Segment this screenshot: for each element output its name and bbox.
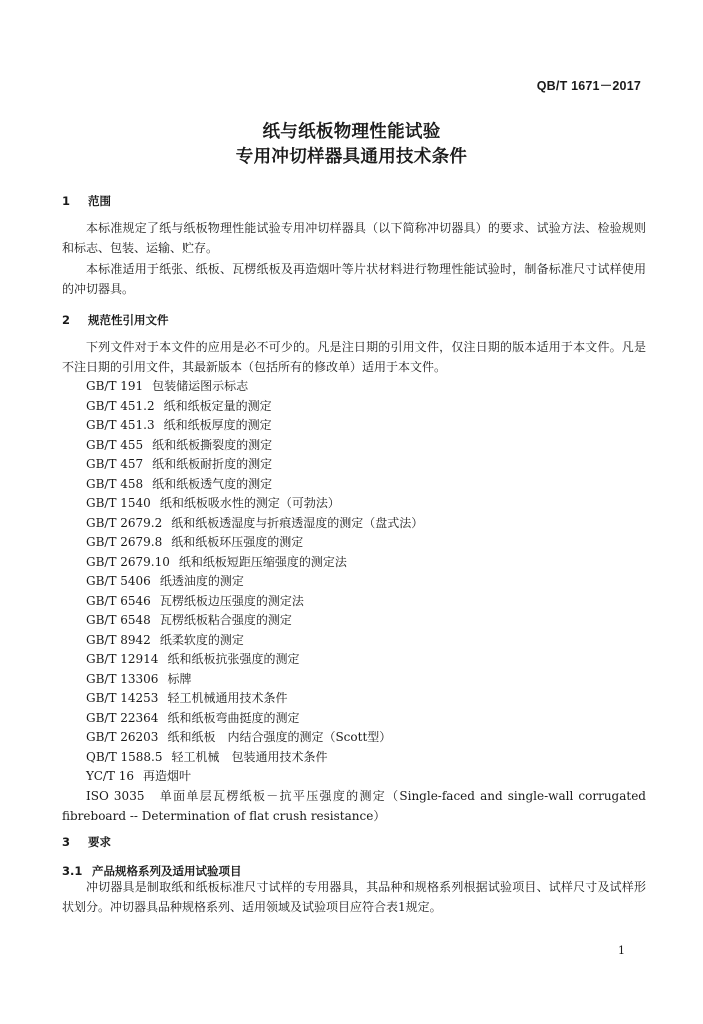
reference-title: 纸和纸板吸水性的测定（可勃法） (159, 496, 340, 510)
reference-item (86, 709, 423, 729)
section-number: 3 (62, 835, 71, 849)
reference-title: 纸和纸板抗张强度的测定 (167, 652, 300, 666)
reference-code: GB/T 191 (86, 379, 144, 393)
reference-title: 再造烟叶 (143, 769, 192, 783)
reference-item (86, 377, 423, 397)
section-number: 3.1 (62, 864, 83, 878)
reference-title: 纸和纸板透湿度与折痕透湿度的测定（盘式法） (171, 515, 424, 530)
reference-code: GB/T 2679.10 (86, 554, 170, 569)
section-title: 产品规格系列及适用试验项目 (92, 864, 242, 878)
reference-item (86, 416, 423, 436)
reference-title: 轻工机械通用技术条件 (167, 691, 288, 705)
reference-code: GB/T 22364 (86, 710, 159, 725)
reference-item (86, 748, 423, 768)
reference-title: 纸和纸板撕裂度的测定 (152, 437, 273, 452)
reference-item (86, 397, 423, 417)
iso-reference (62, 786, 646, 826)
reference-item (86, 514, 423, 534)
section-number: 1 (62, 194, 71, 208)
reference-item (86, 650, 423, 670)
reference-title: 纸和纸板短距压缩强度的测定法 (178, 554, 347, 569)
reference-title: 纸和纸板厚度的测定 (163, 418, 272, 432)
reference-item (86, 475, 423, 495)
reference-title: 瓦楞纸板粘合强度的测定 (159, 613, 292, 627)
reference-item (86, 767, 423, 787)
standard-code: QB/T 1671－2017 (536, 79, 641, 93)
reference-item (86, 533, 423, 553)
reference-code: GB/T 2679.8 (86, 535, 163, 549)
reference-title: 纸和纸板 内结合强度的测定（Scott型） (167, 730, 392, 744)
reference-code: YC/T 16 (86, 769, 135, 783)
reference-item (86, 631, 423, 651)
references-intro: 下列文件对于本文件的应用是必不可少的。凡是注日期的引用文件，仅注日期的版本适用于本文件。凡是不注日期的引用文件，其最新版本（包括所有的修改单）适用于本文件。 (62, 340, 646, 374)
reference-item (86, 572, 423, 592)
reference-code: ISO 3035 (86, 789, 145, 803)
reference-list (86, 377, 423, 787)
reference-code: GB/T 455 (86, 437, 144, 452)
reference-code: QB/T 1588.5 (86, 749, 163, 764)
reference-code: GB/T 2679.2 (86, 515, 163, 530)
section-title: 范围 (88, 194, 111, 208)
specification-paragraph: 冲切器具是制取纸和纸板标准尺寸试样的专用器具，其品种和规格系列根据试验项目、试样尺寸及试样形状划分。冲切器具品种规格系列、适用领域及试验项目应符合表1规定。 (62, 880, 646, 914)
reference-code: GB/T 458 (86, 476, 144, 491)
reference-item (86, 494, 423, 514)
reference-item (86, 611, 423, 631)
reference-code: GB/T 26203 (86, 730, 159, 744)
reference-title: 纸和纸板耐折度的测定 (152, 457, 273, 471)
reference-title: 纸柔软度的测定 (159, 632, 244, 647)
scope-paragraph-1: 本标准规定了纸与纸板物理性能试验专用冲切样器具（以下简称冲切器具）的要求、试验方法、检验规则和标志、包装、运输、贮存。 (62, 221, 646, 255)
section-title: 规范性引用文件 (88, 313, 169, 327)
reference-code: GB/T 6548 (86, 613, 151, 627)
reference-title: 单面单层瓦楞纸板－抗平压强度的测定（Single-faced and single-wall corrugated fibreboard -- Determination of flat crush resistance） (62, 789, 646, 823)
section-3-heading (62, 834, 111, 850)
section-2-heading (62, 312, 169, 328)
section-number: 2 (62, 313, 71, 327)
reference-item (86, 728, 423, 748)
reference-title: 纸和纸板透气度的测定 (152, 476, 273, 491)
page-number: 1 (618, 944, 625, 957)
reference-code: GB/T 451.3 (86, 418, 155, 432)
reference-code: GB/T 8942 (86, 632, 151, 647)
reference-item (86, 436, 423, 456)
reference-code: GB/T 12914 (86, 652, 159, 666)
reference-code: GB/T 1540 (86, 496, 151, 510)
scope-paragraph-2: 本标准适用于纸张、纸板、瓦楞纸板及再造烟叶等片状材料进行物理性能试验时，制备标准尺寸试样使用的冲切器具。 (62, 262, 646, 296)
reference-title: 标牌 (167, 671, 192, 686)
reference-item (86, 689, 423, 709)
reference-title: 轻工机械 包装通用技术条件 (171, 749, 328, 764)
reference-title: 纸和纸板环压强度的测定 (171, 535, 304, 549)
section-1-heading (62, 193, 111, 209)
reference-title: 纸和纸板弯曲挺度的测定 (167, 710, 300, 725)
reference-code: GB/T 14253 (86, 691, 159, 705)
reference-item (86, 592, 423, 612)
reference-code: GB/T 13306 (86, 671, 159, 686)
section-title: 要求 (88, 835, 111, 849)
reference-item (86, 553, 423, 573)
reference-item (86, 455, 423, 475)
reference-code: GB/T 5406 (86, 574, 151, 588)
reference-title: 纸透油度的测定 (159, 574, 244, 588)
reference-title: 纸和纸板定量的测定 (163, 398, 272, 413)
document-title-line-1: 纸与纸板物理性能试验 (262, 122, 441, 142)
reference-code: GB/T 457 (86, 457, 144, 471)
reference-code: GB/T 451.2 (86, 398, 155, 413)
reference-code: GB/T 6546 (86, 593, 151, 608)
reference-title: 瓦楞纸板边压强度的测定法 (159, 593, 304, 608)
document-title-line-2: 专用冲切样器具通用技术条件 (235, 147, 468, 167)
reference-item (86, 670, 423, 690)
reference-title: 包装储运图示标志 (152, 379, 249, 393)
